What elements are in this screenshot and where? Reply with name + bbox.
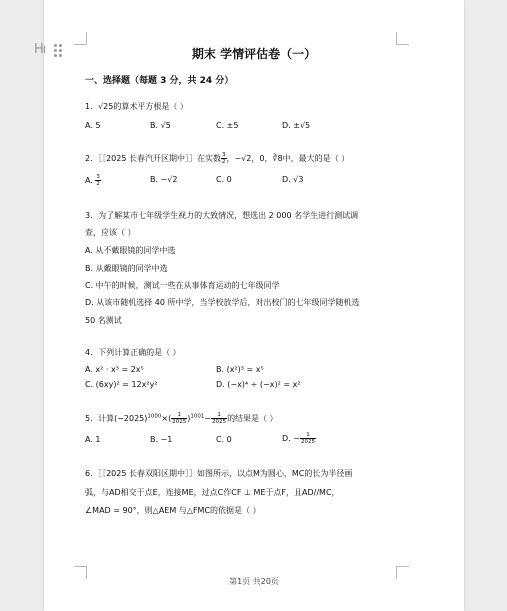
question-2-stem [85, 152, 349, 165]
fraction-numerator: 3 [96, 174, 100, 180]
question-5-fraction-2 [211, 412, 227, 425]
option-label: A. [85, 176, 93, 185]
fraction-denominator: 2 [222, 159, 226, 165]
question-1-option-c: C. ±5 [216, 121, 239, 130]
page-footer: 第1页 共20页 [229, 577, 279, 586]
question-1-stem: 1．√25的算术平方根是（ ） [85, 102, 188, 111]
question-5-stem: 5．计算$(-2025)^{1000}\times$( $\frac{1}{2025}$ )$^{1001}$− $\frac{1}{2025}$ 的结果是（ ） [85, 412, 278, 425]
question-3-line-2: 查，应该（ ） [85, 228, 136, 237]
question-2-option-b: B. −√2 [150, 175, 178, 184]
question-3-option-b: B. 从戴眼镜的同学中选 [85, 264, 168, 273]
option-label: D. − [282, 434, 300, 443]
fraction-numerator: 1 [300, 432, 316, 439]
minus-sign: − [204, 414, 212, 423]
fraction-numerator: 1 [211, 412, 227, 419]
fraction-numerator: 3 [222, 152, 226, 158]
exponent: 1001 [190, 413, 205, 420]
question-6-line-2: 弧，与AD相交于点E，连接ME，过点C作CF ⊥ ME于点F，且AD//MC， [85, 488, 340, 497]
exponent: 1000 [147, 413, 162, 420]
fraction-denominator: 2 [96, 181, 100, 187]
question-3-option-a: A. 从不戴眼镜的同学中选 [85, 246, 176, 255]
page-content [44, 0, 464, 611]
question-4-option-d: D. (−x)⁴ ÷ (−x)² = x² [216, 380, 301, 389]
section-heading: 一、选择题（每题 3 分，共 24 分） [85, 76, 234, 86]
question-2-stem-suffix: ，−√2，0，∛8中，最大的是（ ） [226, 154, 350, 163]
question-5-fraction-1 [171, 412, 187, 425]
question-2-stem-prefix: 2．［［2025 长春汽开区期中］］在实数 [85, 154, 221, 163]
question-4-stem: 4．下列计算正确的是（ ） [85, 348, 181, 357]
question-5-stem-suffix: 的结果是（ ） [227, 414, 278, 423]
fraction-denominator: 2025 [212, 419, 227, 425]
question-5-option-a: A. 1 [85, 435, 101, 444]
document-title: 期末 学情评估卷（一） [191, 47, 317, 61]
question-1-option-d: D. ±√5 [282, 121, 311, 130]
question-2-option-a-fraction [95, 174, 101, 187]
question-6-line-3: ∠MAD = 90°，则△AEM 与△FMC的依据是（ ） [85, 506, 261, 515]
fraction-denominator: 2025 [300, 439, 315, 445]
question-3-line-1: 3．为了解某市七年级学生视力的大致情况，想选出 2 000 名学生进行测试调 [85, 211, 359, 220]
fraction-numerator: 1 [171, 412, 187, 419]
question-3-option-c: C. 中午的时候，测试一些在从事体育运动的七年级同学 [85, 281, 280, 290]
left-gutter [0, 0, 44, 611]
question-5-option-d [282, 432, 316, 445]
question-5-stem-prefix: 5．计算(−2025) [85, 414, 148, 423]
question-4-option-c: C. (6xy)² = 12x²y² [85, 380, 158, 389]
question-5-option-b: B. −1 [150, 435, 173, 444]
right-gutter [464, 0, 507, 611]
fraction-denominator: 2025 [172, 419, 187, 425]
heading-style-icon[interactable]: Hı [34, 42, 46, 57]
question-5-option-d-fraction [300, 432, 316, 445]
question-5-option-c: C. 0 [216, 435, 232, 444]
question-4-option-a: A. x² · x³ = 2x⁵ [85, 365, 144, 374]
question-2-option-c: C. 0 [216, 175, 232, 184]
question-4-option-b: B. (x²)³ = x⁵ [216, 365, 264, 374]
question-2-option-d: D. √3 [282, 175, 304, 184]
question-1-option-b: B. √5 [150, 121, 171, 130]
question-3-option-d-cont: 50 名测试 [85, 316, 122, 325]
question-3-option-d: D. 从该市随机选择 40 所中学，当学校放学后，对出校门的七年级同学随机选 [85, 298, 360, 307]
question-2-option-a [85, 174, 101, 187]
question-1-option-a: A. 5 [85, 121, 101, 130]
question-6-line-1: 6．［［2025 长春双阳区期中］］如图所示，以点M为圆心，MC的长为半径画 [85, 469, 353, 478]
times-sign: ×( [161, 414, 172, 423]
